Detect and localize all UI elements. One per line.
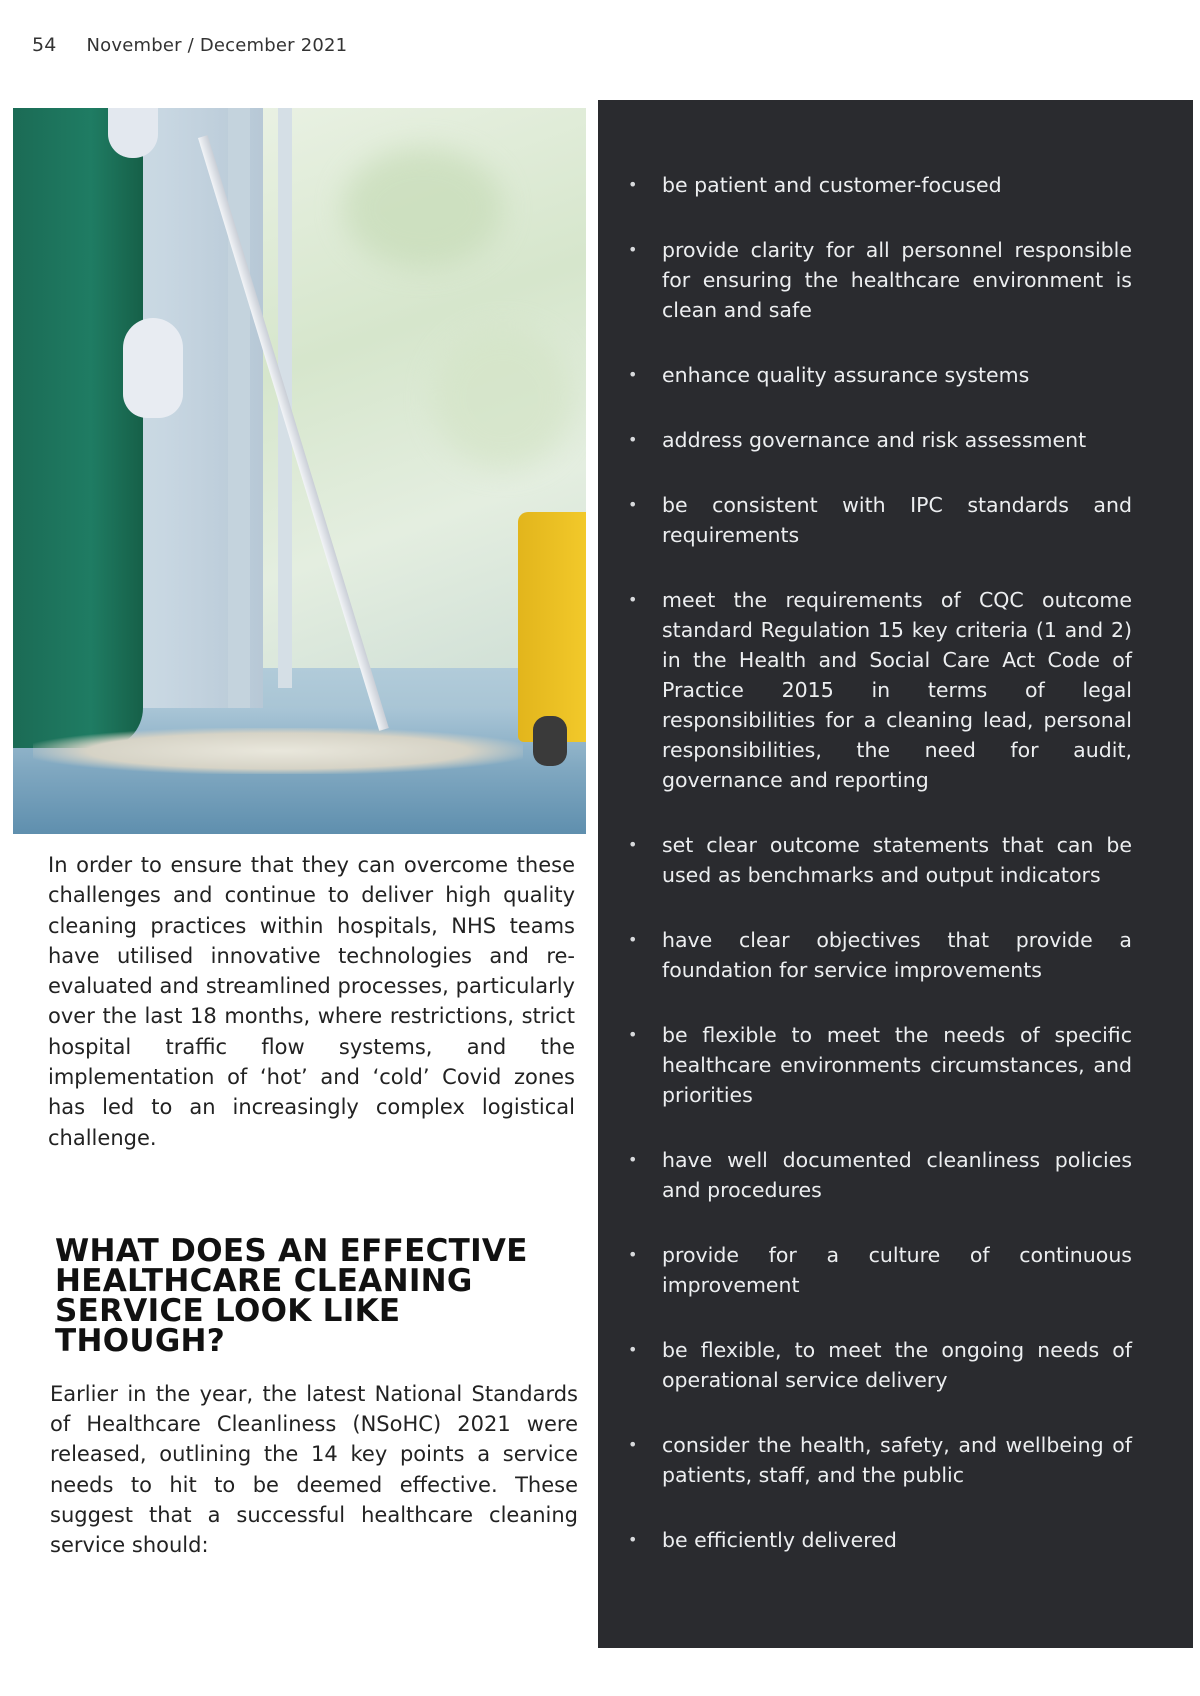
- standards-panel: [598, 100, 1193, 1648]
- list-item-text: be patient and customer-focused: [662, 173, 1002, 197]
- issue-date: November / December 2021: [86, 35, 348, 56]
- bullet-icon: •: [628, 365, 638, 384]
- list-item-text: be consistent with IPC standards and requirements: [662, 493, 1132, 547]
- list-item-text: enhance quality assurance systems: [662, 363, 1030, 387]
- list-item-text: consider the health, safety, and wellbeing of patients, staff, and the public: [662, 1433, 1132, 1487]
- list-item-text: be flexible, to meet the ongoing needs of operational service delivery: [662, 1338, 1132, 1392]
- intro-paragraph: In order to ensure that they can overcome these challenges and continue to deliver high quality cleaning practices within hospitals, NHS teams have utilised innovative technologies and re-evaluated and streamlined processes, particularly over the last 18 months, where restrictions, strict hospital traffic flow systems, and the implementation of ‘hot’ and ‘cold’ Covid zones has led to an increasingly complex logistical challenge.: [48, 853, 575, 1150]
- bullet-icon: •: [628, 1435, 638, 1454]
- list-item: [598, 925, 1193, 985]
- list-item-text: have well documented cleanliness policies and procedures: [662, 1148, 1132, 1202]
- photo-cleaner: [13, 108, 143, 748]
- standards-paragraph: Earlier in the year, the latest National Standards of Healthcare Cleanliness (NSoHC) 2021 were released, outlining the 14 key points a service needs to hit to be deemed effective. These suggest that a successful healthcare cleaning service should:: [50, 1382, 578, 1558]
- bullet-icon: •: [628, 1340, 638, 1359]
- bullet-icon: •: [628, 175, 638, 194]
- list-item: [598, 1145, 1193, 1205]
- bullet-icon: •: [628, 835, 638, 854]
- list-item: [598, 170, 1193, 200]
- list-item-text: address governance and risk assessment: [662, 428, 1087, 452]
- list-item: [598, 425, 1193, 455]
- list-item: [598, 490, 1193, 550]
- section-heading: WHAT DOES AN EFFECTIVE HEALTHCARE CLEANING SERVICE LOOK LIKE THOUGH?: [55, 1233, 528, 1359]
- photo-glove: [108, 108, 158, 158]
- list-item-text: set clear outcome statements that can be used as benchmarks and output indicators: [662, 833, 1132, 887]
- bullet-icon: •: [628, 590, 638, 609]
- photo-foliage: [433, 328, 573, 468]
- cleaning-photo: [13, 108, 586, 834]
- photo-bucket: [518, 512, 586, 742]
- list-item: [598, 1020, 1193, 1110]
- photo-wheel: [533, 716, 567, 766]
- list-item-text: be efficiently delivered: [662, 1528, 897, 1552]
- bullet-icon: •: [628, 1530, 638, 1549]
- list-item: [598, 1335, 1193, 1395]
- list-item: [598, 1430, 1193, 1490]
- list-item: [598, 830, 1193, 890]
- bullet-icon: •: [628, 1150, 638, 1169]
- bullet-icon: •: [628, 930, 638, 949]
- page-number: 54: [32, 34, 57, 56]
- photo-glove: [123, 318, 183, 418]
- bullet-icon: •: [628, 240, 638, 259]
- photo-mop-head: [33, 728, 523, 774]
- list-item: [598, 585, 1193, 795]
- list-item-text: have clear objectives that provide a foundation for service improvements: [662, 928, 1132, 982]
- bullet-icon: •: [628, 495, 638, 514]
- list-item: [598, 235, 1193, 325]
- bullet-icon: •: [628, 1245, 638, 1264]
- list-item-text: be flexible to meet the needs of specific healthcare environments circumstances, and priorities: [662, 1023, 1132, 1107]
- page-header: [32, 34, 347, 56]
- standards-list: [598, 170, 1193, 1590]
- bullet-icon: •: [628, 1025, 638, 1044]
- list-item-text: provide clarity for all personnel responsible for ensuring the healthcare environment is clean and safe: [662, 238, 1132, 322]
- list-item: [598, 360, 1193, 390]
- list-item: [598, 1525, 1193, 1555]
- photo-foliage: [343, 148, 503, 268]
- list-item: [598, 1240, 1193, 1300]
- bullet-icon: •: [628, 430, 638, 449]
- list-item-text: meet the requirements of CQC outcome standard Regulation 15 key criteria (1 and 2) in the Health and Social Care Act Code of Practice 2015 in terms of legal responsibilities for a cleaning lead, personal responsibilities, the need for audit, governance and reporting: [662, 588, 1132, 792]
- photo-door-frame: [228, 108, 250, 708]
- list-item-text: provide for a culture of continuous improvement: [662, 1243, 1132, 1297]
